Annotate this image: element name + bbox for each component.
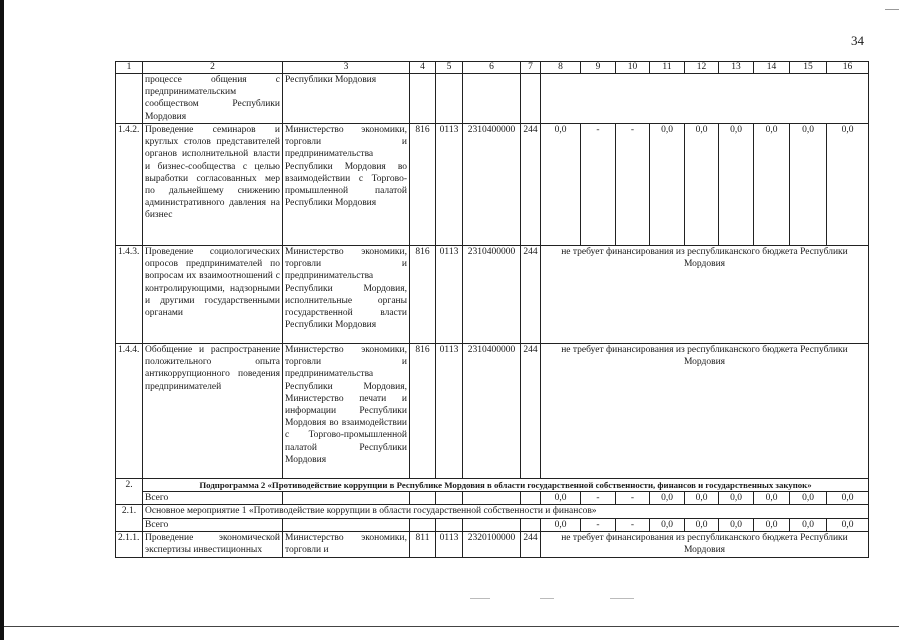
cell-value: 0,0 xyxy=(541,124,581,246)
cell-value: - xyxy=(581,518,616,531)
col-header: 7 xyxy=(521,62,541,74)
cell-value: 0,0 xyxy=(719,492,754,505)
cell-num: 1.4.3. xyxy=(116,246,143,344)
cell-value: 0,0 xyxy=(827,124,869,246)
col-header: 8 xyxy=(541,62,581,74)
cell-value: - xyxy=(581,492,616,505)
cell-value: 0,0 xyxy=(827,492,869,505)
cell-measure-name: процессе общения с предпринимательским сообществом Республики Мордовия xyxy=(143,74,283,124)
page-number: 34 xyxy=(851,33,864,48)
cell-value: 0,0 xyxy=(754,518,790,531)
cell-rzpr: 0113 xyxy=(436,531,463,557)
cell-grbs: 816 xyxy=(410,344,436,479)
col-header: 9 xyxy=(581,62,616,74)
cell-measure-name: Проведение экономической экспертизы инвестиционных xyxy=(143,531,283,557)
cell-vr: 244 xyxy=(521,531,541,557)
cell-num xyxy=(116,74,143,124)
col-header: 6 xyxy=(463,62,521,74)
main-measure-title: Основное мероприятие 1 «Противодействие коррупции в области государственной собственности и финансов» xyxy=(143,505,869,518)
cell-measure-name: Проведение семинаров и круглых столов представителей органов исполнительной власти и бизнес-сообщества с целью выработки согласованных мер по дальнейшему снижению административного давления на бизнес xyxy=(143,124,283,246)
cell-value: 0,0 xyxy=(541,492,581,505)
cell-grbs: 816 xyxy=(410,246,436,344)
total-row xyxy=(116,518,869,531)
cell-value: 0,0 xyxy=(650,124,685,246)
cell-value: 0,0 xyxy=(719,518,754,531)
col-header: 2 xyxy=(143,62,283,74)
total-label: Всего xyxy=(143,492,283,505)
scan-speck xyxy=(540,598,554,599)
col-header: 4 xyxy=(410,62,436,74)
cell-value: 0,0 xyxy=(790,124,827,246)
col-header: 13 xyxy=(719,62,754,74)
cell-empty-finance xyxy=(541,74,869,124)
cell-value: 0,0 xyxy=(719,124,754,246)
cell-value: 0,0 xyxy=(685,492,719,505)
cell-value: 0,0 xyxy=(685,518,719,531)
total-row xyxy=(116,492,869,505)
cell-rzpr: 0113 xyxy=(436,246,463,344)
cell-grbs: 816 xyxy=(410,124,436,246)
cell-num: 2. xyxy=(116,479,143,505)
col-header: 5 xyxy=(436,62,463,74)
cell-measure-name: Проведение социологических опросов предпринимателей по вопросам их взаимоотношений с контролирующими, надзорными и другими государственными органами xyxy=(143,246,283,344)
cell-value: 0,0 xyxy=(754,492,790,505)
cell-csr: 2310400000 xyxy=(463,344,521,479)
cell-value: 0,0 xyxy=(541,518,581,531)
cell-value: 0,0 xyxy=(650,518,685,531)
col-header: 12 xyxy=(685,62,719,74)
table-row xyxy=(116,74,869,124)
cell-measure-name: Обобщение и распространение положительного опыта антикоррупционного поведения предпринимателей xyxy=(143,344,283,479)
col-header: 15 xyxy=(790,62,827,74)
cell-value: 0,0 xyxy=(790,492,827,505)
table-row xyxy=(116,531,869,557)
cell-rzpr: 0113 xyxy=(436,344,463,479)
total-label: Всего xyxy=(143,518,283,531)
cell-value: 0,0 xyxy=(754,124,790,246)
table-row xyxy=(116,124,869,246)
col-header: 1 xyxy=(116,62,143,74)
column-number-row xyxy=(116,62,869,74)
corner-mark xyxy=(885,9,899,10)
program-table xyxy=(115,61,869,558)
cell-csr: 2310400000 xyxy=(463,246,521,344)
col-header: 3 xyxy=(283,62,410,74)
cell-executor: Министерство экономики, торговли и предпринимательства Республики Мордовия, Министерство печати и информации Республики Мордовия во взаимодействии с Торгово-промышленной палатой Республики Мордовия xyxy=(283,344,410,479)
cell-csr: 2310400000 xyxy=(463,124,521,246)
cell-value: 0,0 xyxy=(790,518,827,531)
scan-speck xyxy=(470,598,490,599)
cell-vr: 244 xyxy=(521,344,541,479)
subprogram-row xyxy=(116,479,869,492)
cell-rzpr: 0113 xyxy=(436,124,463,246)
cell-csr: 2320100000 xyxy=(463,531,521,557)
cell-finance-note: не требует финансирования из республиканского бюджета Республики Мордовия xyxy=(541,246,869,344)
cell-grbs: 811 xyxy=(410,531,436,557)
cell-executor: Министерство экономики, торговли и предпринимательства Республики Мордовия, исполнительные органы государственной власти Республики Мордовия xyxy=(283,246,410,344)
main-measure-row xyxy=(116,505,869,518)
cell-num: 1.4.4. xyxy=(116,344,143,479)
cell-num: 2.1.1. xyxy=(116,531,143,557)
cell-vr: 244 xyxy=(521,246,541,344)
cell-executor: Министерство экономики, торговли и xyxy=(283,531,410,557)
cell-executor: Республики Мордовия xyxy=(283,74,410,124)
cell-finance-note: не требует финансирования из республиканского бюджета Республики Мордовия xyxy=(541,344,869,479)
cell-vr: 244 xyxy=(521,124,541,246)
col-header: 14 xyxy=(754,62,790,74)
col-header: 10 xyxy=(616,62,650,74)
table-row xyxy=(116,344,869,479)
cell-value: - xyxy=(616,492,650,505)
scan-edge xyxy=(0,0,4,640)
cell-value: 0,0 xyxy=(650,492,685,505)
col-header: 11 xyxy=(650,62,685,74)
cell-value: - xyxy=(616,124,650,246)
cell-value: - xyxy=(616,518,650,531)
subprogram-title: Подпрограмма 2 «Противодействие коррупции в Республике Мордовия в области государственной собственности, финансов и государственных закупок» xyxy=(143,479,869,492)
cell-value: 0,0 xyxy=(685,124,719,246)
cell-value: - xyxy=(581,124,616,246)
cell-executor: Министерство экономики, торговли и предпринимательства Республики Мордовия во взаимодействии с Торгово-промышленной палатой Республики Мордовия xyxy=(283,124,410,246)
table-row xyxy=(116,246,869,344)
scan-speck xyxy=(610,598,634,599)
scan-bottom-edge xyxy=(4,626,899,627)
cell-num: 2.1. xyxy=(116,505,143,531)
cell-finance-note: не требует финансирования из республиканского бюджета Республики Мордовия xyxy=(541,531,869,557)
col-header: 16 xyxy=(827,62,869,74)
cell-value: 0,0 xyxy=(827,518,869,531)
cell-num: 1.4.2. xyxy=(116,124,143,246)
